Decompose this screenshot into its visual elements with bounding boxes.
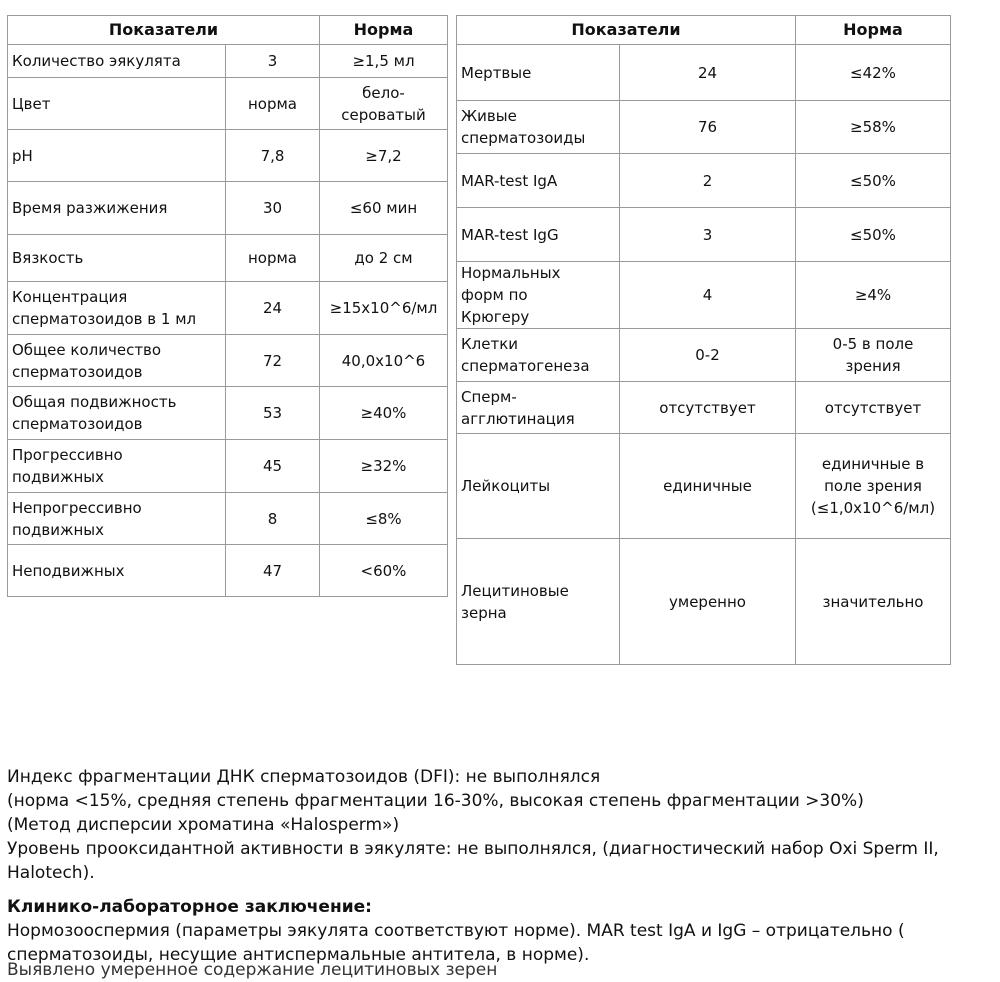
indicator-name-cell: Лецитиновые зерна	[457, 539, 620, 665]
indicator-name-cell: Вязкость	[8, 235, 226, 282]
header-norm: Норма	[320, 16, 448, 45]
indicator-name-cell: Концентрация сперматозоидов в 1 мл	[8, 282, 226, 335]
indicator-name-cell: Общая подвижность сперматозоидов	[8, 387, 226, 440]
table-row	[457, 45, 951, 101]
norm-value-cell: 0-5 в поле зрения	[796, 329, 951, 382]
indicator-name-cell: Количество эякулята	[8, 45, 226, 78]
left-results-table	[7, 15, 448, 597]
norm-value-cell: ≥32%	[320, 440, 448, 493]
result-value-cell: единичные	[620, 434, 796, 539]
result-value-cell: 7,8	[226, 130, 320, 182]
indicator-name-cell: Лейкоциты	[457, 434, 620, 539]
indicator-name-cell: Мертвые	[457, 45, 620, 101]
norm-value-cell: ≤8%	[320, 493, 448, 545]
norm-value-cell: ≤60 мин	[320, 182, 448, 235]
indicator-name-cell: Сперм- агглютинация	[457, 382, 620, 434]
result-value-cell: норма	[226, 78, 320, 130]
result-value-cell: 72	[226, 335, 320, 387]
right-results-table	[456, 15, 951, 665]
norm-value-cell: до 2 см	[320, 235, 448, 282]
result-value-cell: умеренно	[620, 539, 796, 665]
table-row	[8, 440, 448, 493]
table-row	[8, 235, 448, 282]
table-row	[8, 182, 448, 235]
table-row	[457, 101, 951, 154]
indicator-name-cell: Общее количество сперматозоидов	[8, 335, 226, 387]
norm-value-cell: <60%	[320, 545, 448, 597]
table-row	[8, 282, 448, 335]
dfi-norm-line: (норма <15%, средняя степень фрагментации 16-30%, высокая степень фрагментации >30%)	[7, 791, 864, 811]
norm-value-cell: ≥7,2	[320, 130, 448, 182]
result-value-cell: 3	[226, 45, 320, 78]
indicator-name-cell: Непрогрессивно подвижных	[8, 493, 226, 545]
table-row	[8, 78, 448, 130]
result-value-cell: 24	[226, 282, 320, 335]
result-value-cell: 47	[226, 545, 320, 597]
header-indicators: Показатели	[457, 16, 796, 45]
dfi-line: Индекс фрагментации ДНК сперматозоидов (DFI): не выполнялся	[7, 767, 601, 787]
result-value-cell: норма	[226, 235, 320, 282]
indicator-name-cell: Нормальных форм по Крюгеру	[457, 262, 620, 329]
result-value-cell: 0-2	[620, 329, 796, 382]
cut-off-line: Выявлено умеренное содержание лецитиновых зерен	[7, 960, 498, 980]
table-header-row	[457, 16, 951, 45]
table-row	[457, 262, 951, 329]
table-row	[457, 382, 951, 434]
table-row	[8, 335, 448, 387]
header-norm: Норма	[796, 16, 951, 45]
table-row	[457, 208, 951, 262]
result-value-cell: 8	[226, 493, 320, 545]
indicator-name-cell: Цвет	[8, 78, 226, 130]
table-row	[8, 130, 448, 182]
indicator-name-cell: Клетки сперматогенеза	[457, 329, 620, 382]
result-value-cell: 45	[226, 440, 320, 493]
table-row	[457, 539, 951, 665]
indicator-name-cell: MAR-test IgG	[457, 208, 620, 262]
table-row	[8, 387, 448, 440]
indicator-name-cell: Живые сперматозоиды	[457, 101, 620, 154]
result-value-cell: 2	[620, 154, 796, 208]
result-value-cell: 24	[620, 45, 796, 101]
norm-value-cell: ≥40%	[320, 387, 448, 440]
conclusion-title: Клинико-лабораторное заключение:	[7, 897, 372, 917]
table-row	[8, 45, 448, 78]
norm-value-cell: единичные в поле зрения (≤1,0x10^6/мл)	[796, 434, 951, 539]
norm-value-cell: отсутствует	[796, 382, 951, 434]
norm-value-cell: ≤50%	[796, 208, 951, 262]
norm-value-cell: бело- сероватый	[320, 78, 448, 130]
table-row	[8, 493, 448, 545]
norm-value-cell: 40,0x10^6	[320, 335, 448, 387]
indicator-name-cell: pH	[8, 130, 226, 182]
table-row	[8, 545, 448, 597]
norm-value-cell: значительно	[796, 539, 951, 665]
table-header-row	[8, 16, 448, 45]
norm-value-cell: ≥15x10^6/мл	[320, 282, 448, 335]
conclusion-text: Нормозооспермия (параметры эякулята соответствуют норме). MAR test IgA и IgG – отрицательно ( сперматозоиды, несущие антиспермальные антитела, в норме).	[7, 921, 905, 965]
norm-value-cell: ≥1,5 мл	[320, 45, 448, 78]
indicator-name-cell: Неподвижных	[8, 545, 226, 597]
header-indicators: Показатели	[8, 16, 320, 45]
indicator-name-cell: MAR-test IgA	[457, 154, 620, 208]
result-value-cell: 4	[620, 262, 796, 329]
dfi-method-line: (Метод дисперсии хроматина «Halosperm»)	[7, 815, 400, 835]
indicator-name-cell: Время разжижения	[8, 182, 226, 235]
table-row	[457, 434, 951, 539]
notes-section	[7, 765, 992, 967]
result-value-cell: 53	[226, 387, 320, 440]
result-value-cell: 30	[226, 182, 320, 235]
norm-value-cell: ≥4%	[796, 262, 951, 329]
indicator-name-cell: Прогрессивно подвижных	[8, 440, 226, 493]
norm-value-cell: ≤42%	[796, 45, 951, 101]
prooxidant-line: Уровень прооксидантной активности в эякуляте: не выполнялся, (диагностический набор Oxi Sperm II, Halotech).	[7, 839, 939, 883]
table-row	[457, 154, 951, 208]
norm-value-cell: ≤50%	[796, 154, 951, 208]
table-row	[457, 329, 951, 382]
result-value-cell: 76	[620, 101, 796, 154]
result-value-cell: отсутствует	[620, 382, 796, 434]
result-value-cell: 3	[620, 208, 796, 262]
norm-value-cell: ≥58%	[796, 101, 951, 154]
